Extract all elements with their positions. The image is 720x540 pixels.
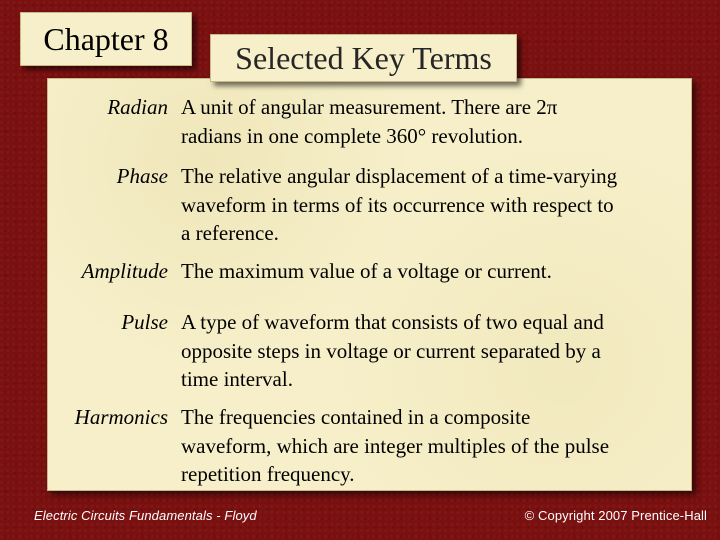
chapter-label-box [20, 12, 192, 66]
term-name: Pulse [121, 310, 168, 334]
footer-book-title: Electric Circuits Fundamentals - Floyd [34, 508, 257, 523]
chapter-label: Chapter 8 [43, 21, 169, 57]
term-name: Amplitude [81, 259, 168, 283]
term-definition: The relative angular displacement of a time-varying waveform in terms of its occurrence with respect to a reference. [181, 164, 618, 245]
term-definition: The frequencies contained in a composite waveform, which are integer multiples of the pulse repetition frequency. [181, 405, 610, 486]
term-name: Harmonics [74, 405, 168, 429]
slide-title: Selected Key Terms [235, 40, 492, 76]
term-definition: The maximum value of a voltage or current. [181, 259, 552, 283]
term-name: Phase [116, 164, 168, 188]
term-definition: A type of waveform that consists of two equal and opposite steps in voltage or current separated by a time interval. [181, 310, 604, 391]
footer-copyright: © Copyright 2007 Prentice-Hall [524, 508, 707, 523]
term-name: Radian [107, 95, 168, 119]
slide-title-box [210, 34, 517, 82]
term-definition: A unit of angular measurement. There are 2π radians in one complete 360° revolution. [181, 95, 558, 148]
terms-panel [47, 78, 692, 491]
